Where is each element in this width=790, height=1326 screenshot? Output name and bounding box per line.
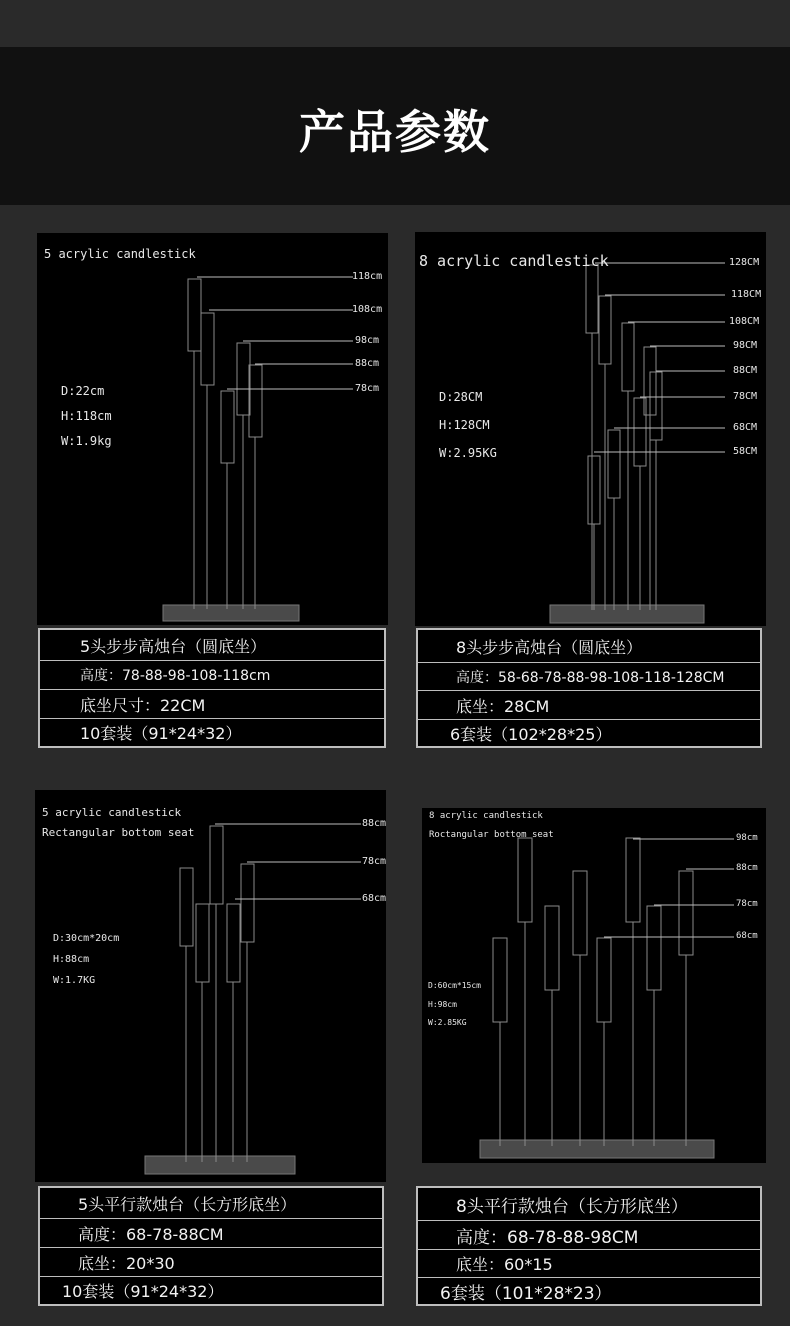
product-image-1: [37, 233, 388, 625]
height-label: 68cm: [362, 893, 386, 904]
spec-row-base: [418, 690, 760, 719]
height-label: 78CM: [733, 391, 758, 402]
spec-row-base: [40, 1247, 382, 1276]
spec-diameter: D:60cm*15cm: [428, 981, 481, 990]
base-size: 底坐：20*30: [78, 1253, 175, 1273]
spec-table-2: [416, 628, 762, 748]
spec-weight: W:2.95KG: [439, 446, 497, 460]
height-label: 78cm: [355, 383, 380, 394]
spec-height: H:128CM: [439, 418, 490, 432]
product-image-3: [35, 790, 386, 1182]
spec-table-1: [38, 628, 386, 748]
height-range: 高度：78-88-98-108-118cm: [80, 668, 271, 684]
product-name: 5头步步高烛台（圆底坐）: [80, 636, 267, 656]
height-label: 88cm: [736, 863, 758, 873]
base-size: 底坐：60*15: [456, 1255, 553, 1274]
height-label: 108cm: [352, 304, 383, 315]
spec-diameter: D:22cm: [61, 384, 105, 398]
package-info: 10套装（91*24*32）: [62, 1282, 224, 1301]
spec-row-height: [418, 662, 760, 690]
spec-weight: W:1.9kg: [61, 434, 112, 448]
panel-caption-2: Rectangular bottom seat: [42, 826, 195, 839]
spec-row-base: [418, 1249, 760, 1277]
height-label: 78cm: [362, 856, 386, 867]
candlestick-drawing-1: [37, 233, 388, 625]
product-name: 5头平行款烛台（长方形底坐）: [78, 1194, 297, 1214]
spec-row-name: [418, 630, 760, 662]
panel-caption: 8 acrylic candlestick: [419, 252, 609, 270]
product-name: 8头平行款烛台（长方形底坐）: [456, 1196, 688, 1217]
product-image-4: [422, 808, 766, 1163]
spec-row-name: [418, 1188, 760, 1220]
height-label: 68cm: [736, 931, 758, 941]
height-range: 高度：58-68-78-88-98-108-118-128CM: [456, 669, 725, 686]
spec-diameter: D:30cm*20cm: [53, 933, 120, 944]
spec-height: H:118cm: [61, 409, 112, 423]
spec-row-package: [418, 719, 760, 746]
spec-diameter: D:28CM: [439, 390, 483, 404]
height-label: 68CM: [733, 422, 758, 433]
panel-caption-2: Roctangular bottom seat: [429, 830, 554, 840]
height-range: 高度：68-78-88-98CM: [456, 1227, 639, 1248]
height-label: 118CM: [731, 289, 762, 300]
height-label: 98cm: [355, 335, 380, 346]
base-size: 底坐尺寸：22CM: [80, 695, 206, 715]
spec-table-3: [38, 1186, 384, 1306]
height-label: 58CM: [733, 446, 758, 457]
spec-row-name: [40, 630, 384, 660]
page-title: 产品参数: [299, 105, 491, 159]
spec-weight: W:1.7KG: [53, 975, 96, 986]
candlestick-drawing-3: [35, 790, 386, 1182]
base-size: 底坐：28CM: [456, 696, 550, 716]
height-label: 128CM: [729, 257, 760, 268]
package-info: 6套装（101*28*23）: [440, 1283, 612, 1304]
package-info: 6套装（102*28*25）: [450, 724, 612, 744]
spec-row-package: [40, 1276, 382, 1304]
spec-row-package: [418, 1277, 760, 1304]
spec-row-height: [418, 1220, 760, 1249]
panel-caption: 5 acrylic candlestick: [42, 806, 182, 819]
spec-height: H:98cm: [428, 1000, 457, 1009]
spec-row-height: [40, 1218, 382, 1247]
height-label: 108CM: [729, 316, 760, 327]
height-label: 88CM: [733, 365, 758, 376]
spec-weight: W:2.85KG: [428, 1018, 467, 1027]
panel-caption: 5 acrylic candlestick: [44, 247, 196, 261]
height-range: 高度：68-78-88CM: [78, 1224, 224, 1244]
spec-row-height: [40, 660, 384, 689]
height-label: 78cm: [736, 899, 758, 909]
height-label: 98cm: [736, 833, 758, 843]
spec-table-4: [416, 1186, 762, 1306]
spec-row-base: [40, 689, 384, 718]
height-label: 88cm: [355, 358, 380, 369]
spec-row-package: [40, 718, 384, 746]
spec-height: H:88cm: [53, 954, 90, 965]
package-info: 10套装（91*24*32）: [80, 724, 242, 743]
height-label: 88cm: [362, 818, 386, 829]
spec-row-name: [40, 1188, 382, 1218]
height-label: 118cm: [352, 271, 383, 282]
height-label: 98CM: [733, 340, 758, 351]
panel-caption: 8 acrylic candlestick: [429, 811, 543, 821]
product-name: 8头步步高烛台（圆底坐）: [456, 637, 643, 657]
product-image-2: [415, 232, 766, 626]
